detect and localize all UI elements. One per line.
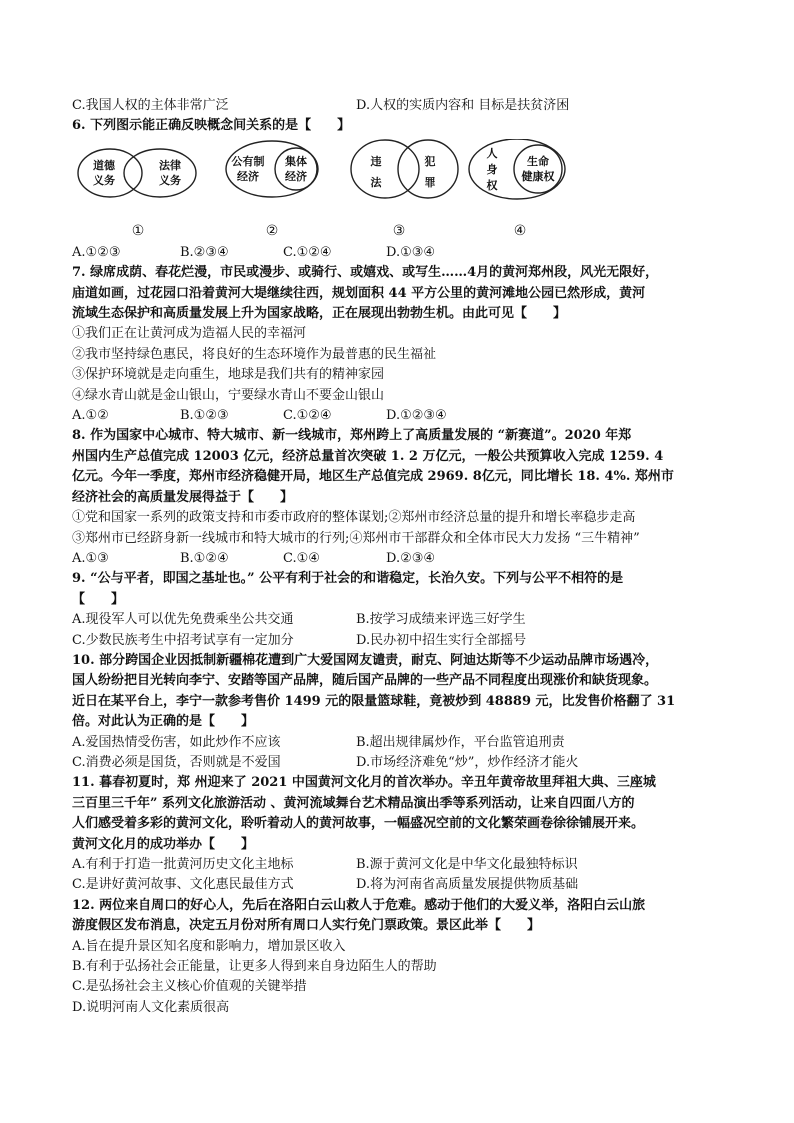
q8-stem-2: 州国内生产总值完成 12003 亿元，经济总量首次突破 1. 2 万亿元，一般公共预算收入完成 1259. 4: [72, 448, 664, 464]
diagram-2: [226, 141, 318, 239]
q8-stem-3: 亿元。今年一季度，郑州市经济稳健开局，地区生产总值完成 2969. 8亿元，同比增长 18. 4%. 郑州市: [72, 469, 674, 485]
q8-stem-1: 8. 作为国家中心城市、特大城市、新一线城市，郑州跨上了高质量发展的 “新赛道”。2020 年郑: [72, 428, 632, 444]
q12-stem-1: 12. 两位来自周口的好心人，先后在洛阳白云山救人于危难。感动于他们的大爱义举，洛阳白云山旅: [72, 897, 646, 913]
q9-stem-1: 9. “公与平者，即国之基址也。” 公平有利于社会的和谐稳定，长治久安。下列与公平不相符的是: [72, 571, 624, 587]
q9-stem-2: 【 】: [72, 591, 125, 607]
q6-stem: 6. 下列图示能正确反映概念间关系的是【 】: [72, 118, 351, 134]
option-b[interactable]: B.②③④: [180, 244, 229, 260]
option-a[interactable]: A.①②: [72, 408, 109, 424]
option-d[interactable]: D.②③④: [386, 550, 436, 566]
q11-options-cd: [72, 875, 722, 895]
q7-item-1: ①我们正在让黄河成为造福人民的幸福河: [72, 326, 307, 342]
d3-number: ③: [392, 222, 406, 239]
q10-stem-1: 10. 部分跨国企业因抵制新疆棉花遭到广大爱国网友谴责，耐克、阿迪达斯等不少运动品牌市场遇冷，: [72, 652, 659, 668]
q11-stem-4: 黄河文化月的成功举办【 】: [72, 836, 255, 852]
d4-inner-text-1: 生命: [527, 154, 549, 168]
option-d: D.人权的实质内容和 目标是扶贫济困: [356, 98, 570, 113]
q7-item-3: ③保护环境就是走向重生，地球是我们共有的精神家园: [72, 367, 385, 383]
d3-right-text-1: 犯: [424, 154, 436, 168]
option-c[interactable]: C.消费必须是国货，否则就是不爱国: [72, 754, 281, 770]
q7-options: [72, 406, 722, 426]
d2-inner-text-1: 集体: [285, 154, 307, 168]
d4-outer-text-2: 身: [486, 162, 498, 176]
q8-item-1: ①党和国家一系列的政策支持和市委市政府的整体谋划;②郑州市经济总量的提升和增长率稳步走高: [72, 510, 636, 526]
option-c[interactable]: C.①②④: [283, 244, 332, 260]
q8-options: [72, 549, 722, 569]
d3-left-text-1: 违: [370, 154, 382, 168]
q12-option-a[interactable]: A.旨在提升景区知名度和影响力，增加景区收入: [72, 938, 346, 954]
d1-left-text-2: 义务: [93, 173, 115, 187]
option-b[interactable]: B.源于黄河文化是中华文化最独特标识: [356, 857, 578, 872]
option-c[interactable]: C.①②④: [283, 408, 332, 424]
option-b[interactable]: B.按学习成绩来评选三好学生: [356, 612, 526, 628]
option-d[interactable]: D.①③④: [386, 244, 436, 260]
d4-outer-text-1: 人: [486, 146, 498, 160]
q10-options-cd: [72, 753, 722, 773]
option-b[interactable]: B.①②③: [180, 408, 229, 424]
concept-diagrams: [72, 139, 722, 243]
q7-stem-2: 庙道如画，过花园口沿着黄河大堤继续往西，规划面积 44 平方公里的黄河滩地公园已然形成，黄河: [72, 285, 646, 301]
d2-number: ②: [265, 222, 279, 239]
q7-stem-3: 流域生态保护和高质量发展上升为国家战略，正在展现出勃勃生机。由此可见【 】: [72, 306, 567, 322]
q7-item-2: ②我市坚持绿色惠民，将良好的生态环境作为最普惠的民生福祉: [72, 346, 437, 362]
d4-inner-text-2: 健康权: [521, 169, 555, 183]
d4-outer-text-3: 权: [486, 178, 498, 192]
d1-right-text-2: 义务: [159, 173, 181, 187]
q6-options: [72, 243, 722, 263]
option-d[interactable]: D.民办初中招生实行全部摇号: [356, 632, 527, 648]
diagram-1: [78, 149, 196, 239]
q9-options-ab: [72, 610, 722, 630]
d1-number: ①: [131, 222, 145, 239]
q11-stem-1: 11. 暮春初夏时，郑 州迎来了 2021 中国黄河文化月的首次举办。辛丑年黄帝故里拜祖大典、三座城: [72, 775, 656, 791]
q9-options-cd: [72, 631, 722, 651]
q7-item-4: ④绿水青山就是金山银山，宁要绿水青山不要金山银山: [72, 387, 385, 403]
q10-stem-3: 近日在某平台上，李宁一款参考售价 1499 元的限量篮球鞋，竟被炒到 48889 元，比发售价格翻了 31: [72, 693, 676, 709]
option-a[interactable]: A.爱国热情受伤害，如此炒作不应该: [72, 734, 281, 750]
exam-page: [72, 96, 722, 1018]
option-a[interactable]: A.现役军人可以优先免费乘坐公共交通: [72, 612, 294, 628]
option-b[interactable]: B.①②④: [180, 550, 229, 566]
option-b[interactable]: B.超出规律属炒作，平台监管追刑责: [356, 734, 565, 750]
q5-options-cd: [72, 96, 722, 116]
q11-options-ab: [72, 855, 722, 875]
q12-option-c[interactable]: C.是弘扬社会主义核心价值观的关键举措: [72, 979, 307, 995]
q12-option-b[interactable]: B.有利于弘扬社会正能量，让更多人得到来自身边陌生人的帮助: [72, 959, 437, 975]
q8-item-2: ③郑州市已经跻身新一线城市和特大城市的行列;④郑州市干部群众和全体市民大力发扬 “三牛精神”: [72, 530, 640, 546]
option-c[interactable]: C.少数民族考生中招考试享有一定加分: [72, 632, 294, 648]
q10-options-ab: [72, 733, 722, 753]
q10-stem-2: 国人纷纷把目光转向李宁、安踏等国产品牌，随后国产品牌的一些产品不同程度出现涨价和缺货现象。: [72, 673, 658, 689]
option-d[interactable]: D.市场经济难免“炒”，炒作经济才能火: [356, 754, 579, 770]
q12-stem-2: 游度假区发布消息，决定五月份对所有周口人实行免门票政策。景区此举【 】: [72, 918, 541, 934]
q12-option-d[interactable]: D.说明河南人文化素质很高: [72, 999, 230, 1015]
q8-stem-4: 经济社会的高质量发展得益于【 】: [72, 489, 294, 505]
q11-stem-3: 人们感受着多彩的黄河文化，聆听着动人的黄河故事，一幅盛况空前的文化繁荣画卷徐徐铺展开来。: [72, 816, 645, 832]
option-c[interactable]: C.①④: [283, 550, 320, 566]
d2-outer-text-1: 公有制: [231, 154, 265, 168]
option-d[interactable]: D.将为河南省高质量发展提供物质基础: [356, 877, 579, 893]
d1-left-text-1: 道德: [93, 158, 115, 172]
q7-stem-1: 7. 绿席成荫、春花烂漫，市民或漫步、或骑行、或嬉戏、或写生……4月的黄河郑州段，风光无限好，: [72, 265, 659, 281]
option-d[interactable]: D.①②③④: [386, 408, 447, 424]
d4-number: ④: [513, 222, 527, 239]
option-c[interactable]: C.是讲好黄河故事、文化惠民最佳方式: [72, 877, 294, 893]
q11-stem-2: 三百里三千年” 系列文化旅游活动 、黄河流域舞台艺术精品演出季等系列活动，让来自四面八方的: [72, 795, 635, 811]
diagram-3: [351, 140, 458, 239]
option-a[interactable]: A.有利于打造一批黄河历史文化主地标: [72, 857, 294, 872]
option-a[interactable]: A.①③: [72, 550, 109, 566]
diagram-4: [469, 139, 565, 239]
d2-outer-text-2: 经济: [237, 169, 259, 183]
d3-right-text-2: 罪: [424, 175, 436, 189]
option-c: C.我国人权的主体非常广泛: [72, 98, 229, 113]
d1-right-text-1: 法律: [159, 158, 181, 172]
q6-diagrams: [72, 139, 722, 243]
d2-inner-text-2: 经济: [285, 169, 307, 183]
q10-stem-4: 倍。对此认为正确的是【 】: [72, 714, 255, 730]
d3-left-text-2: 法: [370, 175, 382, 189]
option-a[interactable]: A.①②③: [72, 244, 121, 260]
